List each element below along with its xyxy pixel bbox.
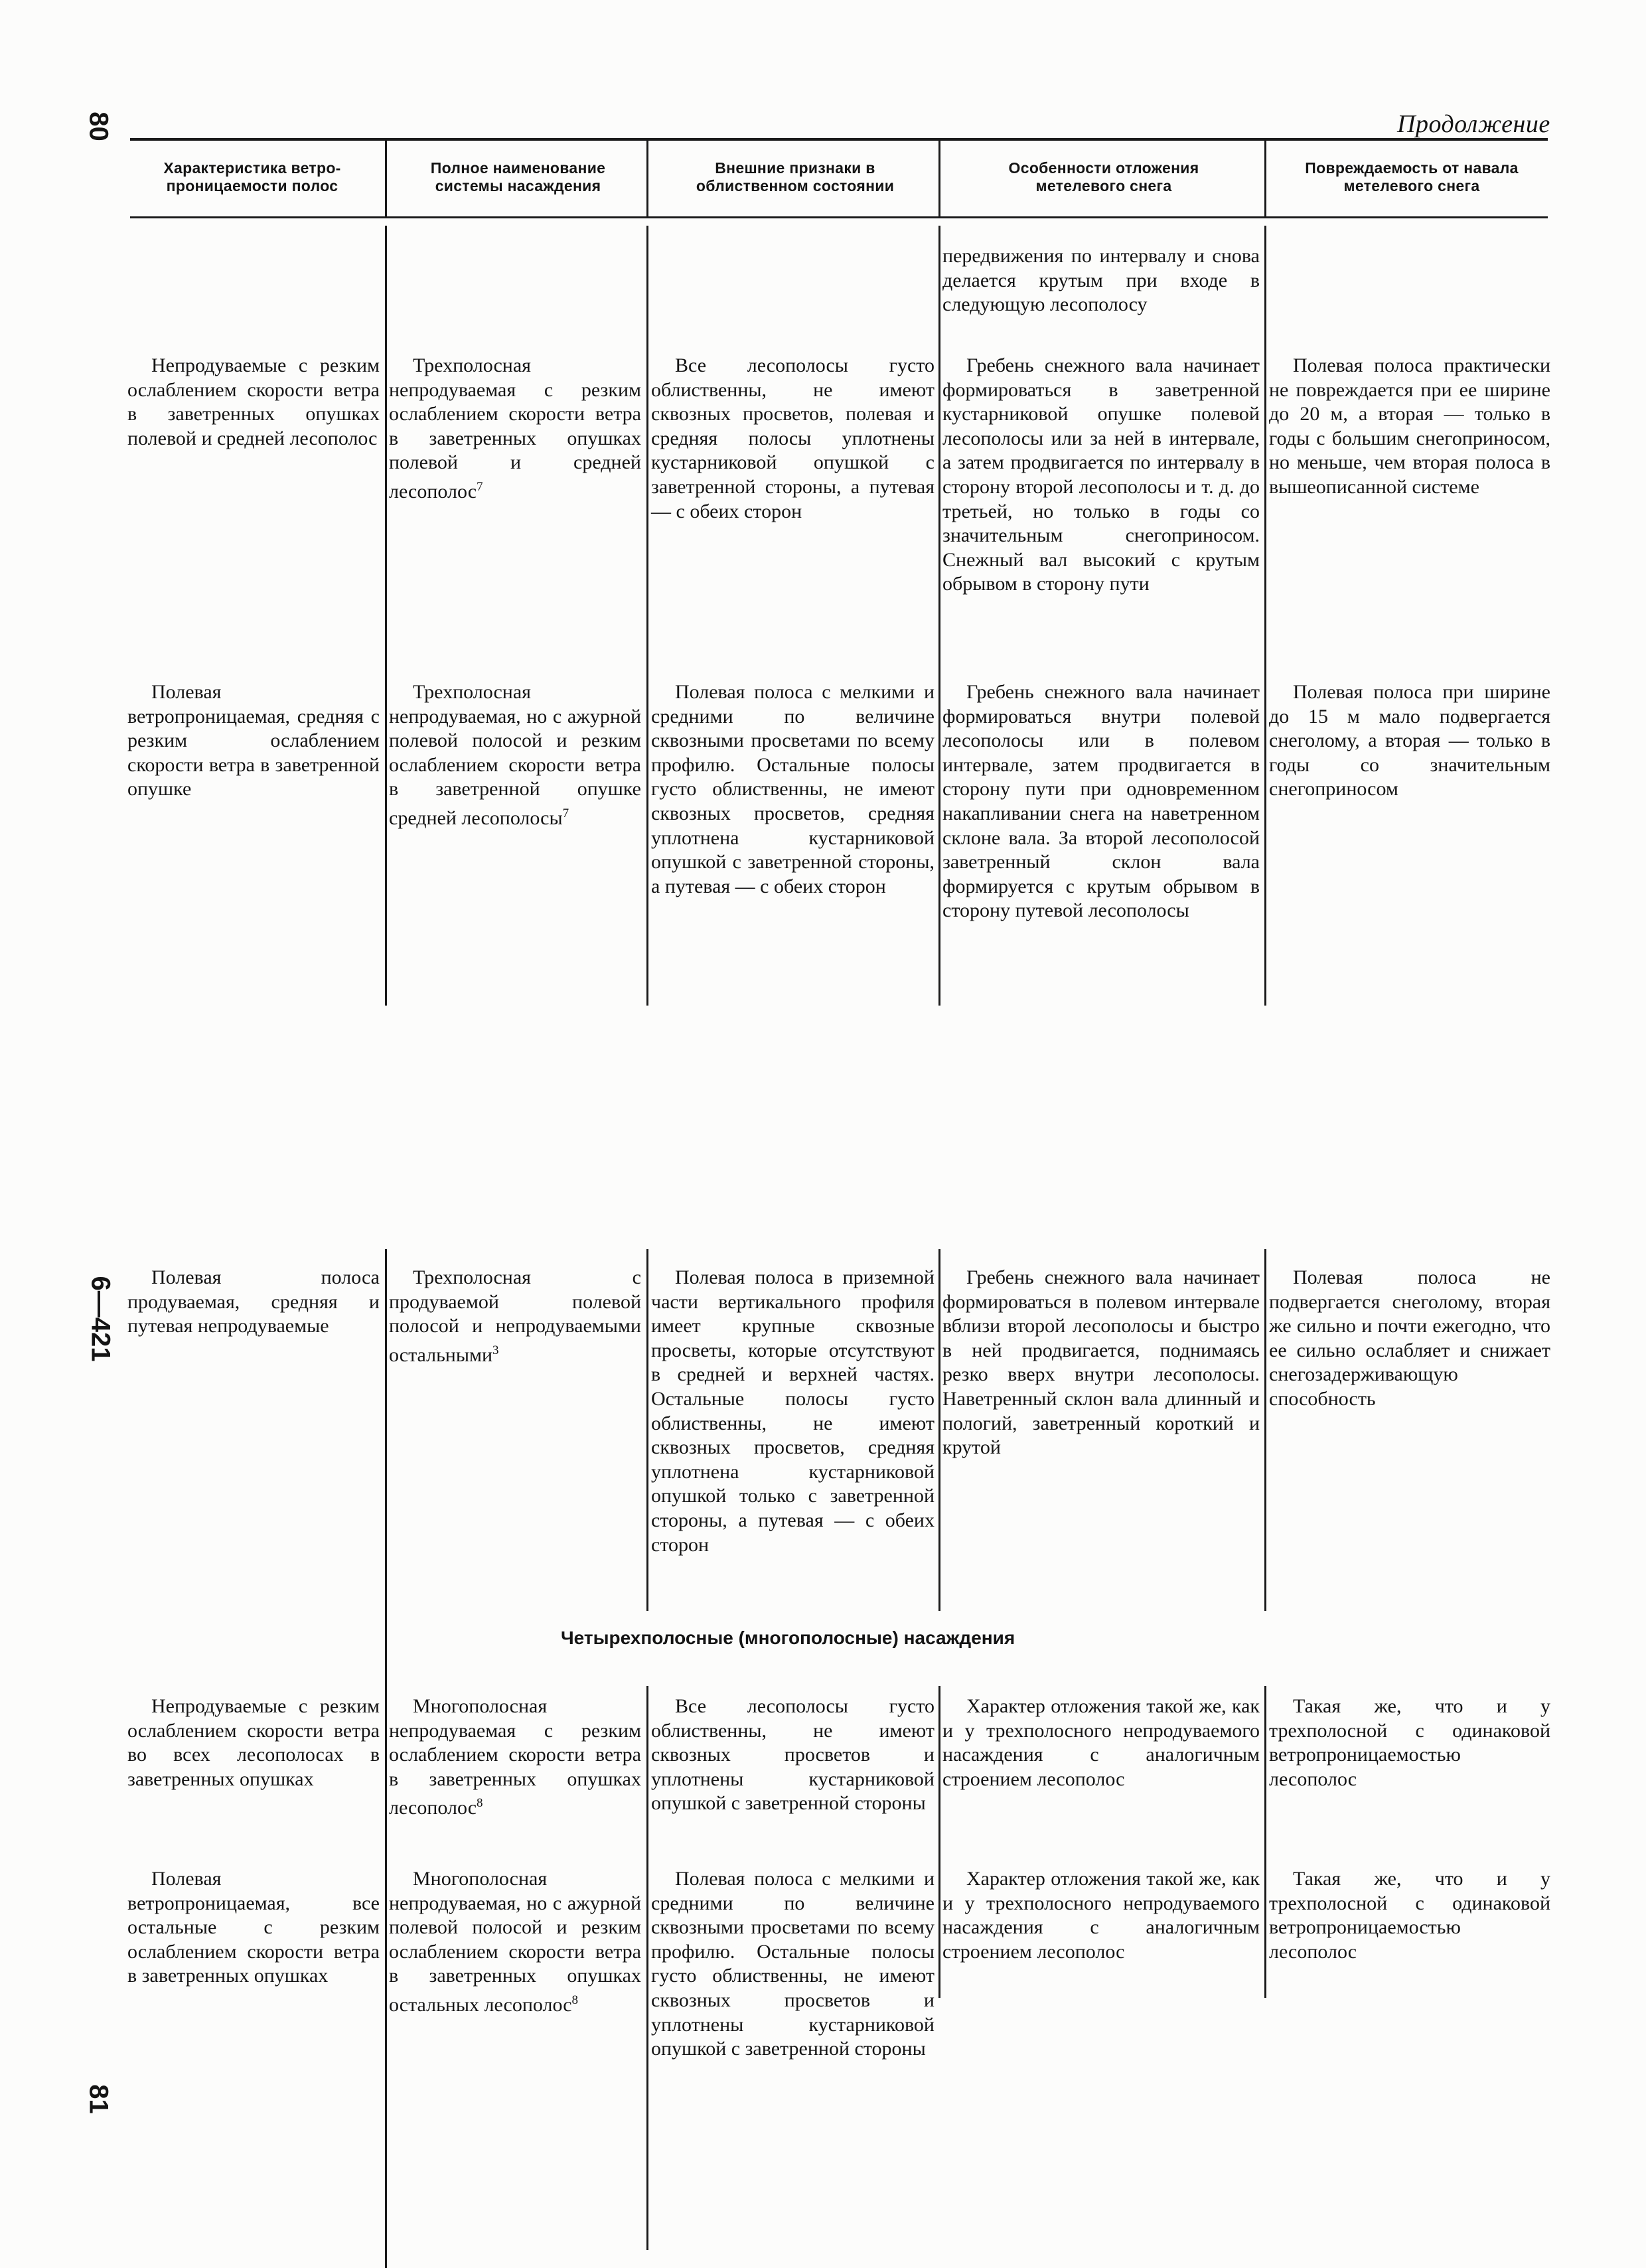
column-divider bbox=[938, 1686, 940, 1998]
table-cell: Такая же, что и у трехполосной с одинаковой ветропроницаемостью лесополос bbox=[1269, 1695, 1550, 1790]
header-top-rule bbox=[130, 138, 1548, 141]
table-cell bbox=[389, 680, 641, 831]
footnote-ref: 8 bbox=[477, 1796, 483, 1811]
header-cell: Особенности отложения метелевого снега bbox=[1008, 159, 1199, 194]
column-divider bbox=[938, 141, 940, 218]
table-cell bbox=[389, 1266, 641, 1367]
table-cell: Все лесополосы густо облиственны, не имеют сквозных просветов и уплотнены кустарниковой опушкой с заветренной стороны bbox=[651, 1695, 935, 1815]
table-cell: Полевая полоса не подвергается снеголому, вторая же сильно и почти ежегодно, что ее сильно ослабляет и снижает снегозадерживающую способность bbox=[1269, 1266, 1550, 1410]
table-cell: Гребень снежного вала начинает формироваться в полевом интервале вблизи второй лесополосы и быстро в ней продвигается, поднимаясь резко вверх внутри лесополосы. Наветренный склон вала длинный и пологий, заветренный короткий и крутой bbox=[942, 1266, 1260, 1459]
continued-label: Продолжение bbox=[1397, 110, 1550, 138]
column-divider bbox=[385, 1249, 387, 2268]
table-cell bbox=[389, 1867, 641, 2018]
cell-text: Многополосная непродуваемая, но с ажурной полевой полосой и резким ослаблением скорости ветра в заветренных опушках остальных лесополос bbox=[389, 1868, 641, 2016]
section-title: Четырехполосные (многополосные) насаждения bbox=[561, 1627, 1015, 1648]
table-cell: Полевая полоса с мелкими и средними по величине сквозными просветами по всему профилю. Остальные полосы густо облиственны, не имеют сквозных просветов, средняя уплотнена кустарниковой опушкой с заветренной стороны, а путевая — с обеих сторон bbox=[651, 681, 935, 897]
table-cell: Гребень снежного вала начинает формироваться внутри полевой лесополосы или в полевом интервале, затем продвигается в сторону пути при одновременном накапливании снега на наветренном склоне вала. За второй лесополосой заветренный склон вала формируется с крутым обрывом в сторону путевой лесополосы bbox=[942, 681, 1260, 922]
footnote-ref: 8 bbox=[571, 1993, 579, 2007]
column-divider bbox=[1264, 226, 1266, 1006]
column-divider bbox=[1264, 141, 1266, 218]
header-bottom-rule bbox=[130, 216, 1548, 218]
column-divider bbox=[646, 1686, 648, 2250]
signature-mark: 6—421 bbox=[86, 1276, 115, 1362]
table-cell: Полевая ветропроницаемая, все остальные с резким ослаблением скорости ветра в заветренных опушках bbox=[127, 1868, 380, 1987]
column-divider bbox=[938, 226, 940, 1006]
footnote-ref: 7 bbox=[477, 479, 483, 494]
column-divider bbox=[646, 1249, 648, 1611]
cell-text: Трехполосная непродуваемая, но с ажурной полевой полосой и резким ослаблением скорости ветра в заветренной опушке средней лесополосы bbox=[389, 681, 641, 829]
header-cell: Повреждаемость от навала метелевого снега bbox=[1305, 159, 1519, 194]
table-cell: Полевая полоса в приземной части вертикального профиля имеет крупные сквозные просветы, которые отсутствуют в средней и верхней частях. Остальные полосы густо облиственны, не имеют сквозных просветов, средняя уплотнена кустарниковой опушкой только с заветренной стороны, а путевая — с обеих сторон bbox=[651, 1266, 935, 1556]
table-cell: Гребень снежного вала начинает формироваться в заветренной кустарниковой опушке полевой лесополосы или за ней в интервале, а затем продвигается по интервалу в сторону второй лесополосы и т. д. до третьей, но только в годы со значительным снегоприносом. Снежный вал высокий с крутым обрывом в сторону пути bbox=[942, 354, 1260, 595]
column-divider bbox=[938, 1249, 940, 1611]
cell-text: Многополосная непродуваемая с резким ослаблением скорости ветра в заветренных опушках лесополос bbox=[389, 1695, 641, 1819]
table-cell: Полевая полоса практически не повреждается при ее ширине до 20 м, а вторая — только в годы с большим снегоприносом, но меньше, чем вторая полоса в вышеописанной системе bbox=[1269, 354, 1550, 498]
table-cell bbox=[389, 354, 641, 504]
table-cell bbox=[389, 1695, 641, 1821]
table-cell: Полевая полоса продуваемая, средняя и путевая непродуваемые bbox=[127, 1266, 380, 1337]
table-cell: Непродуваемые с резким ослаблением скорости ветра во всех лесополосах в заветренных опушках bbox=[127, 1695, 380, 1790]
column-divider bbox=[1264, 1249, 1266, 1611]
footnote-ref: 3 bbox=[492, 1343, 499, 1357]
header-cell: Полное наименование системы насаждения bbox=[430, 159, 606, 194]
footnote-ref: 7 bbox=[562, 806, 569, 820]
table-cell: Характер отложения такой же, как и у трехполосного непродуваемого насаждения с аналогичным строением лесополос bbox=[942, 1868, 1260, 1963]
column-divider bbox=[385, 226, 387, 1006]
column-divider bbox=[1264, 1686, 1266, 1998]
header-cell: Характеристика ветро- проницаемости полос bbox=[163, 159, 341, 194]
page-number-bottom: 81 bbox=[84, 2084, 113, 2114]
table-cell: Полевая полоса при ширине до 15 м мало подвергается снеголому, а вторая — только в годы со значительным снегоприносом bbox=[1269, 681, 1550, 800]
column-divider bbox=[646, 141, 648, 218]
table-cell: Полевая полоса с мелкими и средними по величине сквозными просветами по всему профилю. Остальные полосы густо облиственны, не имеют сквозных просветов и уплотнены кустарниковой опушкой с заветренной стороны bbox=[651, 1868, 935, 2060]
table-cell: передвижения по интервалу и снова делается крутым при входе в следующую лесополосу bbox=[942, 245, 1260, 316]
page-number-top: 80 bbox=[84, 112, 113, 141]
table-cell: Полевая ветропроницаемая, средняя с резким ослаблением скорости ветра в заветренной опушке bbox=[127, 681, 380, 800]
table-cell: Такая же, что и у трехполосной с одинаковой ветропроницаемостью лесополос bbox=[1269, 1868, 1550, 1963]
column-divider bbox=[385, 141, 387, 218]
cell-text: Трехполосная непродуваемая с резким ослаблением скорости ветра в заветренных опушках полевой и средней лесополос bbox=[389, 354, 641, 502]
table-cell: Характер отложения такой же, как и у трехполосного непродуваемого насаждения с аналогичным строением лесополос bbox=[942, 1695, 1260, 1790]
cell-text: Трехполосная с продуваемой полевой полосой и непродуваемыми остальными bbox=[389, 1266, 641, 1366]
column-divider bbox=[646, 226, 648, 1006]
header-cell: Внешние признаки в облиственном состоянии bbox=[696, 159, 895, 194]
table-cell: Все лесополосы густо облиственны, не имеют сквозных просветов, полевая и средняя полосы уплотнены кустарниковой опушкой с заветренной стороны, а путевая — с обеих сторон bbox=[651, 354, 935, 522]
table-cell: Непродуваемые с резким ослаблением скорости ветра в заветренных опушках полевой и средней лесополос bbox=[127, 354, 380, 449]
